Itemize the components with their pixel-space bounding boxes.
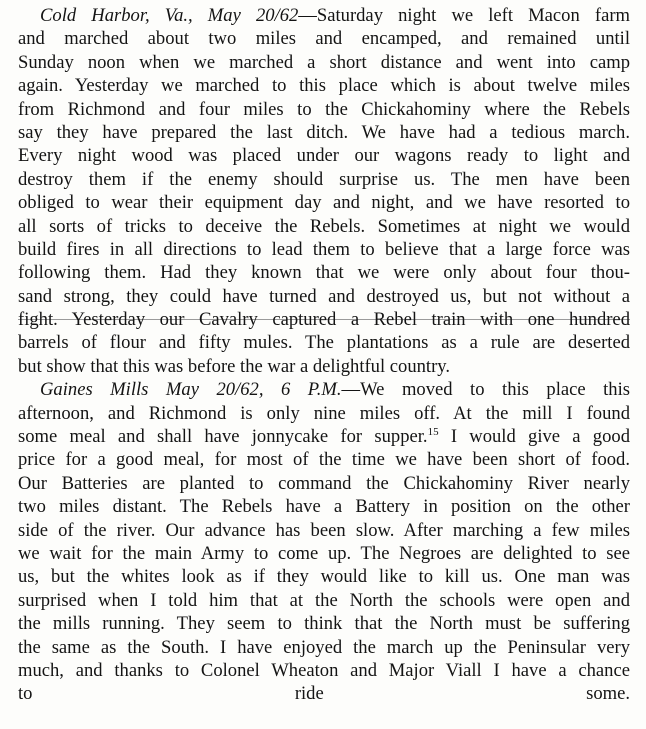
diary-entry-cold-harbor — [18, 4, 630, 378]
text-line: build fires in all directions to lead them to believe that a large force was — [18, 238, 630, 260]
text-line: obliged to wear their equipment day and night, and we have resorted to — [18, 192, 630, 214]
text-line: and marched about two miles and encamped, and remained until — [18, 28, 630, 50]
text-line: surprised when I told him that at the North the schools were open and — [18, 589, 630, 611]
entry-heading: Cold Harbor, Va., May 20/62 — [40, 5, 299, 26]
text-line: the mills running. They seem to think that the North must be suffering — [18, 613, 630, 635]
diary-entry-gaines-mills — [18, 378, 630, 729]
text-line: destroy them if the enemy should surprise us. The men have been — [18, 168, 630, 190]
text-line: all sorts of tricks to deceive the Rebels. Sometimes at night we would — [18, 215, 630, 237]
text-line: again. Yesterday we marched to this place which is about twelve miles — [18, 75, 630, 97]
text-line: say they have prepared the last ditch. We have had a tedious march. — [18, 121, 630, 143]
entry-heading: Gaines Mills May 20/62, 6 P.M. — [40, 379, 342, 401]
diary-page — [18, 4, 630, 729]
text-line: following them. Had they known that we were only about four thou- — [18, 262, 630, 284]
text-line: we wait for the main Army to come up. The Negroes are delighted to see — [18, 542, 630, 564]
text-line: sand strong, they could have turned and destroyed us, but not without a — [18, 285, 630, 307]
text-line: Sunday noon when we marched a short distance and went into camp — [18, 51, 630, 73]
text-line: Cold Harbor, Va., May 20/62—Saturday night we left Macon farm — [40, 5, 630, 26]
text-line: price for a good meal, for most of the time we have been short of food. — [18, 449, 630, 471]
text-line: side of the river. Our advance has been slow. After marching a few miles — [18, 519, 630, 541]
text-line: some meal and shall have jonnycake for supper.$^{15}$ I would give a good — [18, 426, 630, 448]
text-line: two miles distant. The Rebels have a Battery in position on the other — [18, 496, 630, 518]
text-line: from Richmond and four miles to the Chickahominy where the Rebels — [18, 98, 630, 120]
text-line: afternoon, and Richmond is only nine miles off. At the mill I found — [18, 402, 630, 424]
text-line: barrels of flour and fifty mules. The plantations as a rule are deserted — [18, 332, 630, 354]
text-line: the same as the South. I have enjoyed the march up the Peninsular very — [18, 636, 630, 658]
text-line: Every night wood was placed under our wagons ready to light and — [18, 145, 630, 167]
text-line: Gaines Mills May 20/62, 6 P.M.—We moved to this place this — [40, 379, 630, 401]
text-line — [18, 706, 630, 729]
text-line: fight. Yesterday our Cavalry captured a Rebel train with one hundred — [18, 309, 630, 331]
text-line: but show that this was before the war a delightful country. — [18, 355, 451, 377]
text-line: Our Batteries are planted to command the Chickahominy River nearly — [18, 472, 630, 494]
text-line: to ride some. — [18, 683, 630, 705]
text-line: much, and thanks to Colonel Wheaton and Major Viall I have a chance — [18, 659, 630, 681]
text-line: us, but the whites look as if they would like to kill us. One man was — [18, 566, 630, 588]
footnote-ref: 15 — [427, 426, 439, 439]
